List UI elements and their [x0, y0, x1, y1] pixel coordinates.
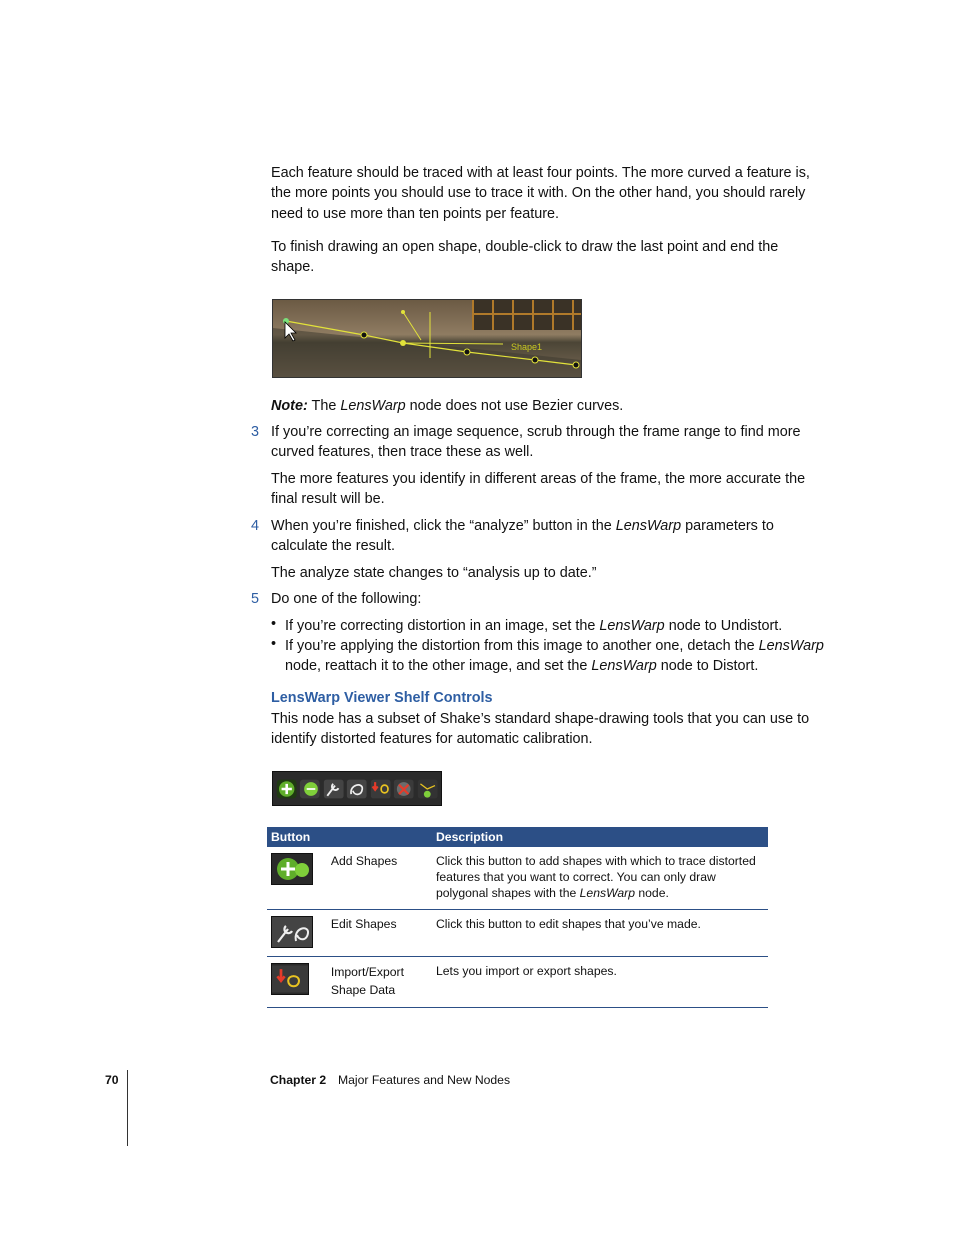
- step-3-text: If you’re correcting an image sequence, scrub through the frame range to find more curved features, then trace these as well.: [271, 424, 801, 461]
- shelf-buttons-table: [267, 827, 768, 1008]
- table-header-row: [267, 827, 768, 847]
- step-number-3: 3: [251, 424, 260, 440]
- section-intro: This node has a subset of Shake’s standard shape-drawing tools that you can use to identify distorted features for automatic calibration.: [271, 711, 810, 748]
- shape-label: Shape1: [511, 342, 543, 352]
- add-shapes-icon: [271, 853, 313, 885]
- step-4-followup: The analyze state changes to “analysis up to date.”: [271, 565, 597, 581]
- button-description: Click this button to add shapes with which to trace distorted features that you want to correct. You can only draw polygonal shapes with the LensWarp node.: [432, 847, 768, 910]
- import-export-icon[interactable]: [370, 775, 391, 803]
- step-number-4: 4: [251, 518, 260, 534]
- viewer-shelf: [272, 771, 442, 806]
- bullet-marker: •: [271, 636, 277, 652]
- footer-chapter-title: Major Features and New Nodes: [338, 1073, 511, 1087]
- step-4-text: When you’re finished, click the “analyze” button in the LensWarp parameters to calculate the result.: [271, 518, 774, 555]
- bullet-marker: •: [271, 616, 277, 632]
- button-name: Add Shapes: [327, 847, 432, 910]
- footer-divider: [127, 1070, 128, 1146]
- import-export-icon: [271, 963, 309, 995]
- add-shapes-icon[interactable]: [276, 775, 297, 803]
- table-row: [267, 847, 768, 910]
- step-5-text: Do one of the following:: [271, 591, 422, 607]
- paragraph-points: Each feature should be traced with at least four points. The more curved a feature is, the more points you should use to trace it with. On the other hand, you should rarely need to use more than ten points per feature.: [271, 165, 810, 222]
- step-number-5: 5: [251, 591, 260, 607]
- column-header-description: Description: [432, 827, 768, 847]
- section-heading: LensWarp Viewer Shelf Controls: [271, 690, 493, 706]
- add-shapes-alt-icon[interactable]: [299, 775, 320, 803]
- paragraph-finish-shape: To finish drawing an open shape, double-click to draw the last point and end the shape.: [271, 239, 779, 276]
- bullet-distort: If you’re applying the distortion from this image to another one, detach the LensWarp node, reattach it to the other image, and set the LensWarp node to Distort.: [285, 638, 824, 675]
- bullet-undistort: If you’re correcting distortion in an image, set the LensWarp node to Undistort.: [285, 618, 783, 634]
- table-row: [267, 957, 768, 1008]
- table-row: [267, 910, 768, 957]
- footer-chapter: Chapter 2: [270, 1073, 327, 1087]
- edit-shapes-icon[interactable]: [323, 775, 344, 803]
- column-header-button: Button: [267, 827, 432, 847]
- traced-shape-figure: [272, 299, 582, 378]
- note-label: Note:: [271, 398, 308, 414]
- note: Note: The LensWarp node does not use Bezier curves.: [271, 398, 624, 414]
- button-name: Import/Export Shape Data: [327, 957, 432, 1008]
- edit-shapes-icon: [271, 916, 313, 948]
- delete-shape-icon[interactable]: [393, 775, 414, 803]
- step-3-followup: The more features you identify in different areas of the frame, the more accurate the final result will be.: [271, 471, 806, 508]
- page-number: 70: [105, 1073, 119, 1087]
- button-description: Click this button to edit shapes that you’ve made.: [432, 910, 768, 957]
- button-name: Edit Shapes: [327, 910, 432, 957]
- points-icon[interactable]: [417, 775, 438, 803]
- button-description: Lets you import or export shapes.: [432, 957, 768, 1008]
- edit-shapes-curve-icon[interactable]: [346, 775, 367, 803]
